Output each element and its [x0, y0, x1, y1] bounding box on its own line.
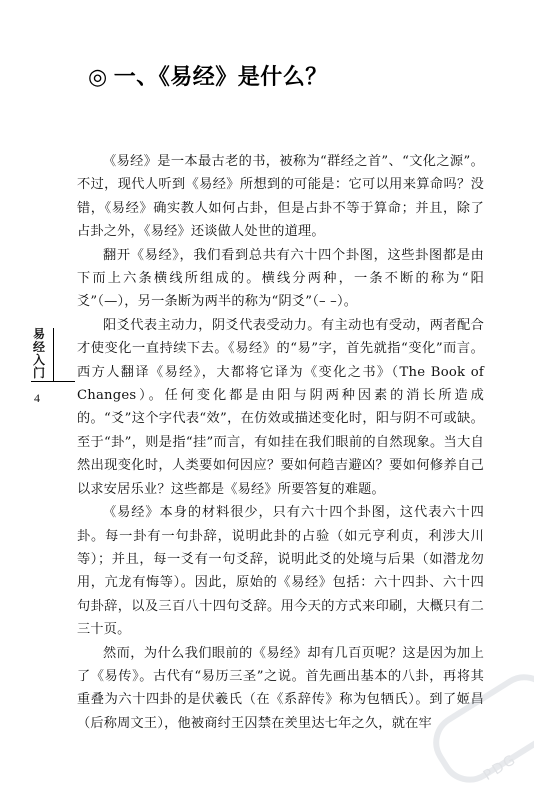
running-head-vertical-rule [53, 328, 54, 381]
paragraph-2: 翻开《易经》，我们看到总共有六十四个卦图，这些卦图都是由下而上六条横线所组成的。横线分两种，一条不断的称为“阳爻”（—），另一条断为两半的称为“阴爻”（– –）。 [77, 247, 484, 310]
paragraph-4: 《易经》本身的材料很少，只有六十四个卦图，这代表六十四卦。每一卦有一句卦辞，说明此卦的占验（如元亨利贞，利涉大川等）；并且，每一爻有一句爻辞，说明此爻的处境与后果（如潜龙勿用，亢龙有悔等）。因此，原始的《易经》包括：六十四卦、六十四句卦辞，以及三百八十四句爻辞。用今天的方式来印刷，大概只有二三十页。 [77, 505, 484, 638]
section-heading [88, 60, 328, 91]
paragraph-3: 阳爻代表主动力，阴爻代表受动力。有主动也有受动，两者配合才使变化一直持续下去。《易经》的“易”字，首先就指“变化”而言。西方人翻译《易经》，大都将它译为《变化之书》（The Book of Changes）。任何变化都是由阳与阴两种因素的消长所造成的。“爻”这个字代表“效”，在仿效或描述变化时，阳与阴不可或缺。至于“卦”，则是指“挂”而言，有如挂在我们眼前的自然现象。当大自然出现变化时，人类要如何因应？要如何趋吉避凶？要如何修养自己以求安居乐业？这些都是《易经》所要答复的难题。 [77, 317, 484, 497]
side-running-head [27, 327, 53, 405]
double-circle-bullet-icon: ◎ [88, 65, 108, 90]
body-text [77, 150, 484, 735]
paragraph-5: 然而，为什么我们眼前的《易经》却有几百页呢？这是因为加上了《易传》。古代有“易历三圣”之说。首先画出基本的八卦，再将其重叠为六十四卦的是伏羲氏（在《系辞传》称为包牺氏）。到了姬昌（后称周文王），他被商纣王囚禁在羑里达七年之久，就在牢 [77, 645, 484, 731]
running-head-rule [31, 381, 75, 382]
watermark-label: PDG [480, 751, 520, 784]
paragraph-1: 《易经》是一本最古老的书，被称为“群经之首”、“文化之源”。不过，现代人听到《易经》所想到的可能是：它可以用来算命吗？没错，《易经》确实教人如何占卦，但是占卦不等于算命；并且，除了占卦之外，《易经》还谈做人处世的道理。 [77, 154, 484, 240]
book-title-vertical: 易经入门 [32, 327, 45, 380]
page-number: 4 [34, 391, 40, 405]
section-title: 一、《易经》是什么？ [113, 65, 328, 90]
